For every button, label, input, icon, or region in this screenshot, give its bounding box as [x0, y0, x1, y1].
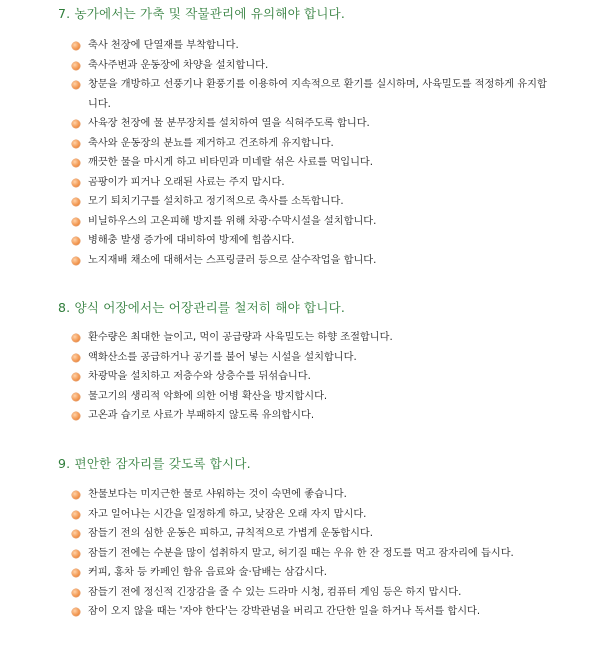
bullet-list: [0, 36, 594, 270]
list-item-text: 액화산소를 공급하거나 공기를 불어 넣는 시설을 설치합니다.: [88, 351, 357, 363]
bullet-icon: [72, 412, 80, 420]
list-item: [0, 114, 594, 134]
list-item: [0, 153, 594, 173]
bullet-icon: [72, 334, 80, 342]
list-item: [0, 328, 594, 348]
list-item: [0, 212, 594, 232]
list-item: [0, 485, 594, 505]
bullet-icon: [72, 42, 80, 50]
bullet-icon: [72, 354, 80, 362]
list-item-text: 잠들기 전의 심한 운동은 피하고, 규칙적으로 가볍게 운동합시다.: [88, 528, 374, 539]
list-item: [0, 505, 594, 525]
list-item: [0, 406, 594, 426]
bullet-icon: [72, 393, 80, 401]
list-item: [0, 583, 594, 603]
bullet-icon: [72, 589, 80, 597]
list-item: [0, 231, 594, 251]
list-item-text: 축사와 운동장의 분뇨를 제거하고 건조하게 유지합니다.: [88, 137, 334, 149]
list-item: [0, 524, 594, 544]
list-item: [0, 387, 594, 407]
list-item-text: 물고기의 생리적 악화에 의한 어병 확산을 방지합시다.: [88, 390, 328, 402]
bullet-icon: [72, 511, 80, 519]
list-item: [0, 36, 594, 56]
list-item-text: 사육장 천장에 물 분무장치를 설치하여 열을 식혀주도록 합니다.: [88, 118, 370, 129]
list-item-text: 축사 천장에 단열재를 부착합니다.: [88, 40, 239, 51]
list-item-text: 고온과 습기로 사료가 부패하지 않도록 유의합시다.: [88, 410, 315, 421]
list-item-text: 잠들기 전에 정신적 긴장감을 줄 수 있는 드라마 시청, 컴퓨터 게임 등은 하지 맙시다.: [88, 586, 462, 598]
bullet-icon: [72, 81, 80, 89]
list-item: [0, 134, 594, 154]
list-item-text: 비닐하우스의 고온피해 방지를 위해 차광·수막시설을 설치합니다.: [88, 215, 377, 227]
bullet-icon: [72, 120, 80, 128]
bullet-icon: [72, 198, 80, 206]
list-item-text: 축사주변과 운동장에 차양을 설치합니다.: [88, 59, 269, 71]
bullet-icon: [72, 237, 80, 245]
list-item-text: 커피, 홍차 등 카페인 함유 음료와 술·담배는 삼갑시다.: [88, 567, 328, 578]
section-heading: 8. 양식 어장에서는 어장관리를 철저히 해야 합니다.: [58, 300, 346, 315]
list-item-text: 잠들기 전에는 수분을 많이 섭취하지 말고, 허기질 때는 우유 한 잔 정도를 먹고 잠자리에 듭시다.: [88, 547, 514, 559]
bullet-icon: [72, 530, 80, 538]
list-item: [0, 348, 594, 368]
bullet-icon: [72, 140, 80, 148]
list-item-text: 노지재배 채소에 대해서는 스프링클러 등으로 살수작업을 합니다.: [88, 254, 377, 266]
bullet-list: [0, 328, 594, 426]
bullet-icon: [72, 491, 80, 499]
list-item-text: 차광막을 설치하고 저층수와 상층수를 뒤섞습니다.: [88, 371, 311, 382]
bullet-icon: [72, 569, 80, 577]
list-item-text: 깨끗한 물을 마시게 하고 비타민과 미네랄 섞은 사료를 먹입니다.: [88, 157, 374, 168]
bullet-icon: [72, 608, 80, 616]
list-item-text: 자고 일어나는 시간을 일정하게 하고, 낮잠은 오래 자지 맙시다.: [88, 508, 367, 520]
bullet-icon: [72, 218, 80, 226]
list-item: [0, 544, 594, 564]
list-item-text: 곰팡이가 피거나 오래된 사료는 주지 맙시다.: [88, 176, 285, 188]
bullet-icon: [72, 550, 80, 558]
list-item: [0, 367, 594, 387]
list-item: [0, 563, 594, 583]
bullet-icon: [72, 179, 80, 187]
bullet-icon: [72, 257, 80, 265]
bullet-icon: [72, 373, 80, 381]
bullet-icon: [72, 62, 80, 70]
list-item-text: 창문을 개방하고 선풍기나 환풍기를 이용하여 지속적으로 환기를 실시하며, 사육밀도를 적정하게 유지합니다.: [88, 79, 547, 110]
list-item-text: 환수량은 최대한 늘이고, 먹이 공급량과 사육밀도는 하향 조절합니다.: [88, 332, 393, 343]
list-item-text: 잠이 오지 않을 때는 '자야 한다'는 강박관념을 버리고 간단한 일을 하거나 독서를 합시다.: [88, 606, 481, 617]
list-item: [0, 192, 594, 212]
section-heading: 7. 농가에서는 가축 및 작물관리에 유의해야 합니다.: [58, 6, 346, 21]
section-heading: 9. 편안한 잠자리를 갖도록 합시다.: [58, 456, 251, 471]
list-item: [0, 75, 594, 114]
list-item-text: 병해충 발생 증가에 대비하여 방제에 힘씁시다.: [88, 235, 295, 246]
bullet-list: [0, 485, 594, 622]
list-item: [0, 56, 594, 76]
list-item: [0, 251, 594, 271]
bullet-icon: [72, 159, 80, 167]
list-item: [0, 602, 594, 622]
list-item-text: 찬물보다는 미지근한 물로 샤워하는 것이 숙면에 좋습니다.: [88, 489, 347, 500]
list-item: [0, 173, 594, 193]
list-item-text: 모기 퇴치기구를 설치하고 정기적으로 축사를 소독합니다.: [88, 196, 344, 207]
